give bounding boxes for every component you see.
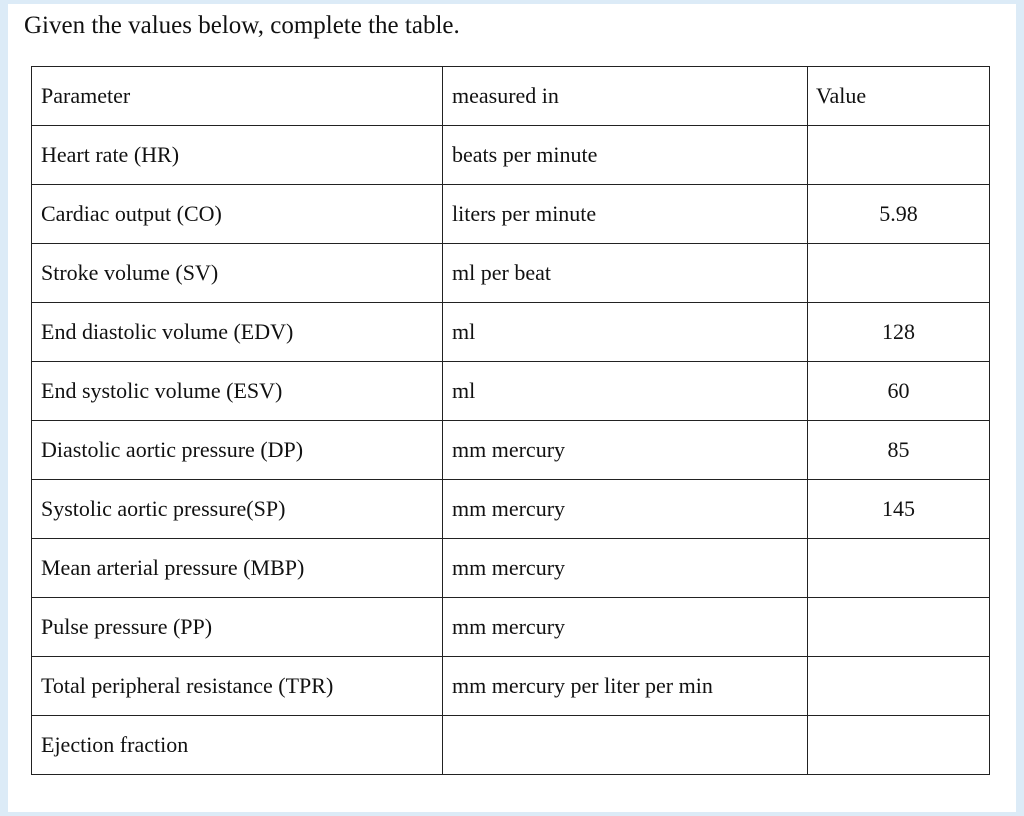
header-value: Value	[808, 67, 990, 126]
document-page	[8, 4, 1016, 812]
cell-value	[808, 126, 990, 185]
cell-value	[808, 598, 990, 657]
header-parameter: Parameter	[32, 67, 443, 126]
cell-value: 128	[808, 303, 990, 362]
cell-unit: ml	[443, 362, 808, 421]
cell-parameter: End diastolic volume (EDV)	[32, 303, 443, 362]
cell-parameter: Total peripheral resistance (TPR)	[32, 657, 443, 716]
cell-unit	[443, 716, 808, 775]
table-row	[32, 598, 990, 657]
cell-parameter: Systolic aortic pressure(SP)	[32, 480, 443, 539]
cell-value: 85	[808, 421, 990, 480]
cell-parameter: Diastolic aortic pressure (DP)	[32, 421, 443, 480]
table-row	[32, 480, 990, 539]
table-row	[32, 657, 990, 716]
cell-value	[808, 657, 990, 716]
table-row	[32, 421, 990, 480]
table-header-row	[32, 67, 990, 126]
cell-parameter: End systolic volume (ESV)	[32, 362, 443, 421]
cell-parameter: Cardiac output (CO)	[32, 185, 443, 244]
cell-parameter: Pulse pressure (PP)	[32, 598, 443, 657]
table-row	[32, 716, 990, 775]
cell-parameter: Ejection fraction	[32, 716, 443, 775]
table-row	[32, 185, 990, 244]
table-row	[32, 126, 990, 185]
cell-value	[808, 244, 990, 303]
question-prompt: Given the values below, complete the table.	[24, 12, 460, 39]
cell-parameter: Heart rate (HR)	[32, 126, 443, 185]
cell-parameter: Stroke volume (SV)	[32, 244, 443, 303]
cell-parameter: Mean arterial pressure (MBP)	[32, 539, 443, 598]
cell-value: 5.98	[808, 185, 990, 244]
cell-unit: mm mercury	[443, 421, 808, 480]
cell-unit: ml per beat	[443, 244, 808, 303]
cell-value	[808, 716, 990, 775]
cell-unit: ml	[443, 303, 808, 362]
cell-value: 145	[808, 480, 990, 539]
cell-unit: beats per minute	[443, 126, 808, 185]
cell-unit: mm mercury per liter per min	[443, 657, 808, 716]
cell-value	[808, 539, 990, 598]
cell-unit: mm mercury	[443, 598, 808, 657]
table-row	[32, 303, 990, 362]
table-row	[32, 244, 990, 303]
table-row	[32, 539, 990, 598]
table-row	[32, 362, 990, 421]
cell-unit: mm mercury	[443, 480, 808, 539]
cell-unit: liters per minute	[443, 185, 808, 244]
cell-value: 60	[808, 362, 990, 421]
header-measured-in: measured in	[443, 67, 808, 126]
parameters-table	[31, 66, 990, 775]
cell-unit: mm mercury	[443, 539, 808, 598]
